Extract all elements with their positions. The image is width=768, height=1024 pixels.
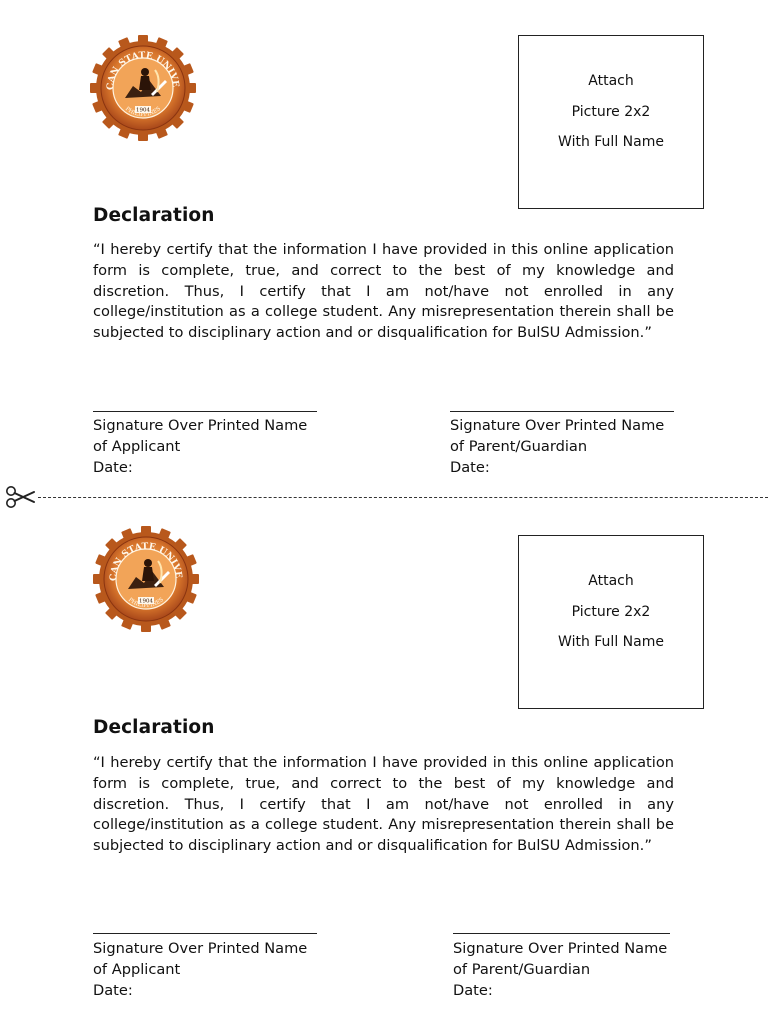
- applicant-signature-line: [93, 933, 317, 934]
- applicant-signature-block: [93, 415, 307, 478]
- photo-box-line: With Full Name: [558, 134, 664, 150]
- signature-caption: Signature Over Printed Name: [93, 417, 308, 434]
- signature-role: of Applicant: [93, 961, 181, 978]
- guardian-signature-line: [450, 411, 674, 412]
- signature-caption: Signature Over Printed Name: [93, 940, 308, 957]
- photo-placeholder-box: [518, 35, 704, 209]
- signature-role: of Parent/Guardian: [450, 438, 588, 455]
- photo-box-line: Picture 2x2: [571, 103, 651, 120]
- declaration-heading: Declaration: [93, 717, 215, 738]
- declaration-statement: “I hereby certify that the information I have provided in this online application form is complete, true, and correct to the best of my knowledge and discretion. Thus, I certify that I am not/have not enrolled in any college/institution as a college student. Any misrepresentation therein shall be subjected to disciplinary action and or disqualification for BulSU Admission.”: [93, 241, 674, 342]
- guardian-signature-line: [453, 933, 670, 934]
- signature-role: of Parent/Guardian: [453, 961, 591, 978]
- applicant-signature-line: [93, 411, 317, 412]
- declaration-statement: “I hereby certify that the information I have provided in this online application form is complete, true, and correct to the best of my knowledge and discretion. Thus, I certify that I am not/have not enrolled in any college/institution as a college student. Any misrepresentation therein shall be subjected to disciplinary action and or disqualification for BulSU Admission.”: [93, 754, 674, 855]
- university-seal-logo: [89, 34, 197, 142]
- university-seal-logo: [92, 525, 200, 633]
- signature-role: of Applicant: [93, 438, 181, 455]
- date-label: Date:: [93, 459, 133, 476]
- date-label: Date:: [93, 982, 133, 999]
- declaration-heading: Declaration: [93, 205, 215, 226]
- photo-box-line: Attach: [588, 73, 634, 89]
- declaration-slip-top: [0, 0, 768, 500]
- applicant-signature-block: [93, 938, 307, 1001]
- guardian-signature-block: [453, 938, 667, 1001]
- signature-caption: Signature Over Printed Name: [450, 417, 665, 434]
- signature-caption: Signature Over Printed Name: [453, 940, 668, 957]
- photo-box-line: Picture 2x2: [571, 603, 651, 620]
- date-label: Date:: [453, 982, 493, 999]
- photo-placeholder-box: [518, 535, 704, 709]
- guardian-signature-block: [450, 415, 664, 478]
- photo-box-line: With Full Name: [558, 634, 664, 650]
- photo-box-line: Attach: [588, 573, 634, 589]
- date-label: Date:: [450, 459, 490, 476]
- declaration-slip-bottom: [0, 500, 768, 1000]
- cut-line: [38, 497, 768, 498]
